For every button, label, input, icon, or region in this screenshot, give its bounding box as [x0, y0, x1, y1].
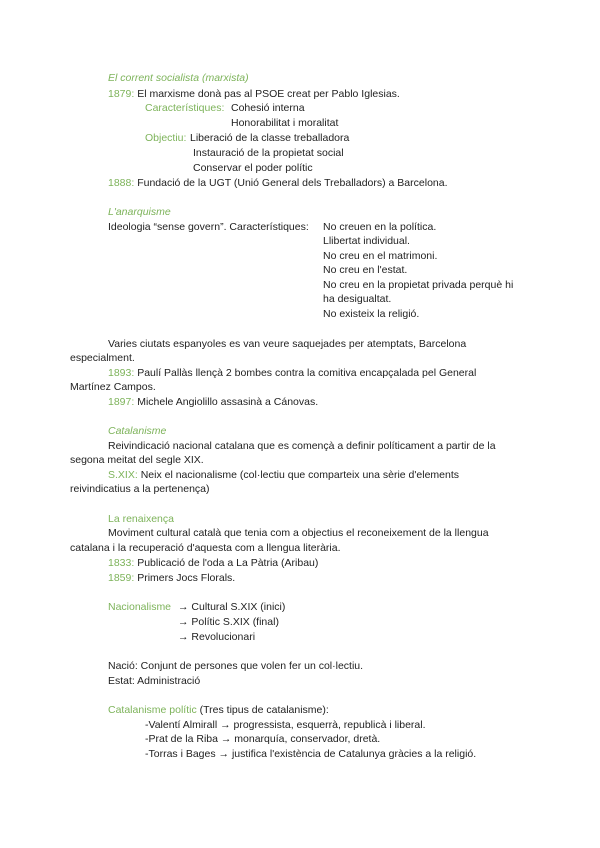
- heading-political-catalanism: Catalanisme polític: [108, 704, 197, 716]
- year-label: 1897:: [108, 396, 135, 408]
- heading-nationalism: Nacionalisme: [108, 601, 172, 613]
- trait-item: ha desigualtat.: [323, 293, 392, 305]
- paragraph-line: reivindicatius a la pertenença): [70, 483, 210, 495]
- objective-label: Objectiu:: [145, 132, 187, 144]
- year-label: 1893:: [108, 367, 135, 379]
- entry-1897: [108, 395, 318, 409]
- trait-item: No creu en el matrimoni.: [323, 250, 438, 262]
- year-label: 1879:: [108, 88, 135, 100]
- trait-item: Llibertat individual.: [323, 235, 410, 247]
- trait-item: No existeix la religió.: [323, 308, 420, 320]
- entry-text: Paulí Pallàs llençà 2 bombes contra la comitiva encapçalada pel General: [137, 367, 477, 379]
- entry-1893: [108, 366, 476, 380]
- year-label: S.XIX:: [108, 469, 138, 481]
- entry-1879: [108, 87, 400, 101]
- entry-text: Fundació de la UGT (Unió General dels Treballadors) a Barcelona.: [137, 177, 448, 189]
- political-item: -Prat de la Riba → monarquía, conservador, dretà.: [145, 733, 381, 745]
- entry-1859: [108, 571, 235, 585]
- paragraph-line: segona meitat del segle XIX.: [70, 454, 204, 466]
- trait-item: No creu en la propietat privada perquè hi: [323, 279, 514, 291]
- year-label: 1859:: [108, 572, 135, 584]
- definition-nacio: Nació: Conjunt de persones que volen fer un col·lectiu.: [108, 660, 364, 672]
- definition-estat: Estat: Administració: [108, 675, 201, 687]
- nationalism-item: → Revolucionari: [178, 631, 256, 643]
- entry-1833: [108, 556, 318, 570]
- entry-sxix: [108, 468, 459, 482]
- features-label: Característiques:: [145, 102, 225, 114]
- paragraph-line: catalana i la recuperació d'aquesta com a llengua literària.: [70, 542, 341, 554]
- political-item: -Torras i Bages → justifica l'existència de Catalunya gràcies a la religió.: [145, 748, 477, 760]
- entry-text: Neix el nacionalisme (col·lectiu que comparteix una sèrie d'elements: [140, 469, 460, 481]
- year-label: 1888:: [108, 177, 135, 189]
- entry-text: Primers Jocs Florals.: [137, 572, 236, 584]
- objective-item: Liberació de la classe treballadora: [190, 132, 350, 144]
- heading-suffix: (Tres tipus de catalanisme):: [196, 704, 329, 716]
- political-heading-line: [108, 703, 329, 717]
- entry-1888: [108, 176, 448, 190]
- paragraph-line: Varies ciutats espanyoles es van veure saquejades per atemptats, Barcelona: [108, 338, 467, 350]
- trait-item: No creuen en la política.: [323, 221, 437, 233]
- objective-item: Instauració de la propietat social: [193, 147, 344, 159]
- feature-item: Cohesió interna: [231, 102, 305, 114]
- heading-catalanism: Catalanisme: [108, 425, 167, 437]
- trait-item: No creu en l'estat.: [323, 264, 408, 276]
- entry-text: El marxisme donà pas al PSOE creat per Pablo Iglesias.: [137, 88, 400, 100]
- paragraph-line: Moviment cultural català que tenia com a objectius el reconeixement de la llengua: [108, 527, 489, 539]
- nationalism-item: → Polític S.XIX (final): [178, 616, 279, 628]
- year-label: 1833:: [108, 557, 135, 569]
- entry-text: Publicació de l'oda a La Pàtria (Aribau): [137, 557, 319, 569]
- objective-item: Conservar el poder polític: [193, 162, 313, 174]
- paragraph-line: especialment.: [70, 352, 135, 364]
- anarchism-intro: Ideologia “sense govern”. Característiques:: [108, 221, 309, 233]
- heading-renaixenca: La renaixença: [108, 513, 174, 525]
- feature-item: Honorabilitat i moralitat: [231, 117, 339, 129]
- heading-anarchism: L'anarquisme: [108, 206, 171, 218]
- political-item: -Valentí Almirall → progressista, esquerrà, republicà i liberal.: [145, 719, 426, 731]
- nationalism-item: → Cultural S.XIX (inici): [178, 601, 286, 613]
- paragraph-line: Reivindicació nacional catalana que es començà a definir políticament a partir de la: [108, 440, 496, 452]
- paragraph-line: Martínez Campos.: [70, 381, 156, 393]
- entry-text: Michele Angiolillo assasinà a Cánovas.: [137, 396, 319, 408]
- heading-socialist: El corrent socialista (marxista): [108, 72, 249, 84]
